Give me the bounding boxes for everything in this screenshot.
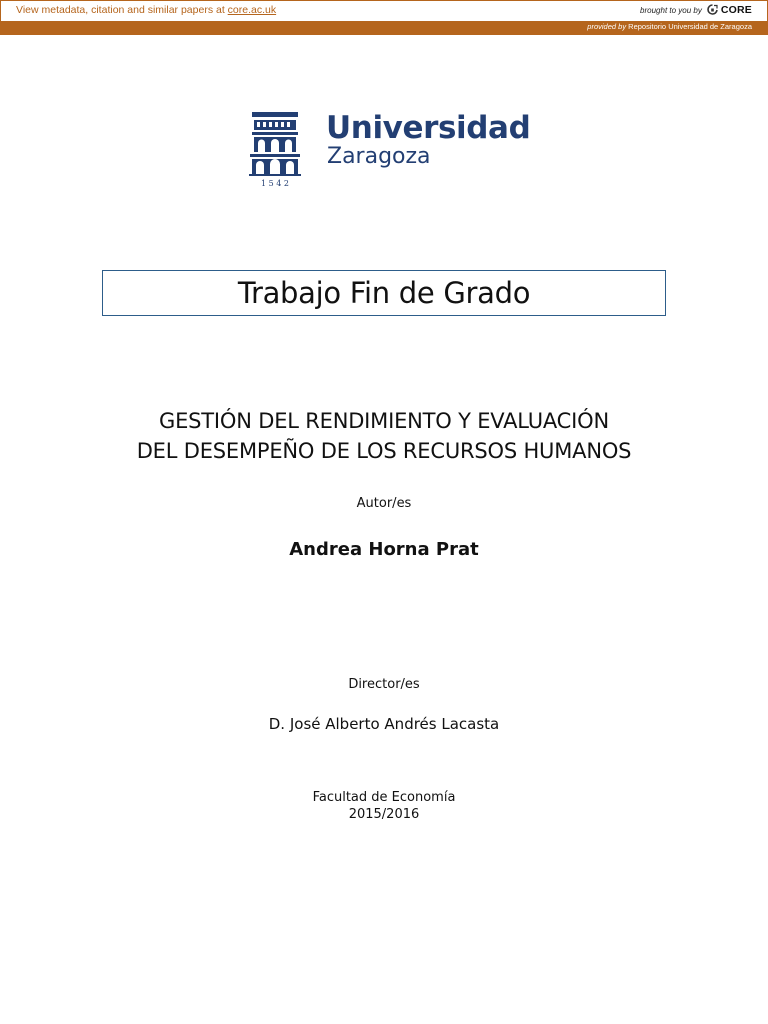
academic-year: 2015/2016	[348, 807, 420, 822]
faculty-name: Facultad de Economía	[312, 790, 456, 805]
core-logo-text: CORE	[720, 4, 752, 16]
core-metadata-label: View metadata, citation and similar papers at	[16, 4, 228, 16]
core-provided-prefix: provided by	[587, 22, 627, 31]
core-provided-source: Repositorio Universidad de Zaragoza	[628, 22, 752, 31]
core-metadata-text	[16, 4, 276, 16]
director-name: D. José Alberto Andrés Lacasta	[268, 715, 500, 733]
core-banner	[0, 0, 768, 21]
university-founding-year: 1 5 4 2	[261, 179, 289, 188]
university-city: Zaragoza	[327, 144, 431, 169]
author-label: Autor/es	[356, 496, 412, 511]
core-provided-text[interactable]	[587, 22, 752, 31]
university-name: Universidad	[326, 110, 531, 146]
director-label: Director/es	[348, 677, 420, 692]
author-name: Andrea Horna Prat	[289, 539, 479, 560]
university-logo	[248, 110, 531, 190]
university-emblem-icon	[248, 110, 304, 190]
core-provided-bar	[0, 21, 768, 35]
core-brought-by: brought to you by	[640, 5, 702, 15]
core-link[interactable]: core.ac.uk	[227, 4, 277, 16]
thesis-title	[0, 406, 768, 466]
document-type-title: Trabajo Fin de Grado	[237, 276, 531, 310]
thesis-title-line-2: DEL DESEMPEÑO DE LOS RECURSOS HUMANOS	[136, 439, 632, 463]
core-brand[interactable]	[640, 4, 752, 16]
core-logo-icon	[707, 4, 718, 16]
document-type-box	[102, 270, 666, 316]
thesis-title-line-1: GESTIÓN DEL RENDIMIENTO Y EVALUACIÓN	[159, 409, 609, 433]
